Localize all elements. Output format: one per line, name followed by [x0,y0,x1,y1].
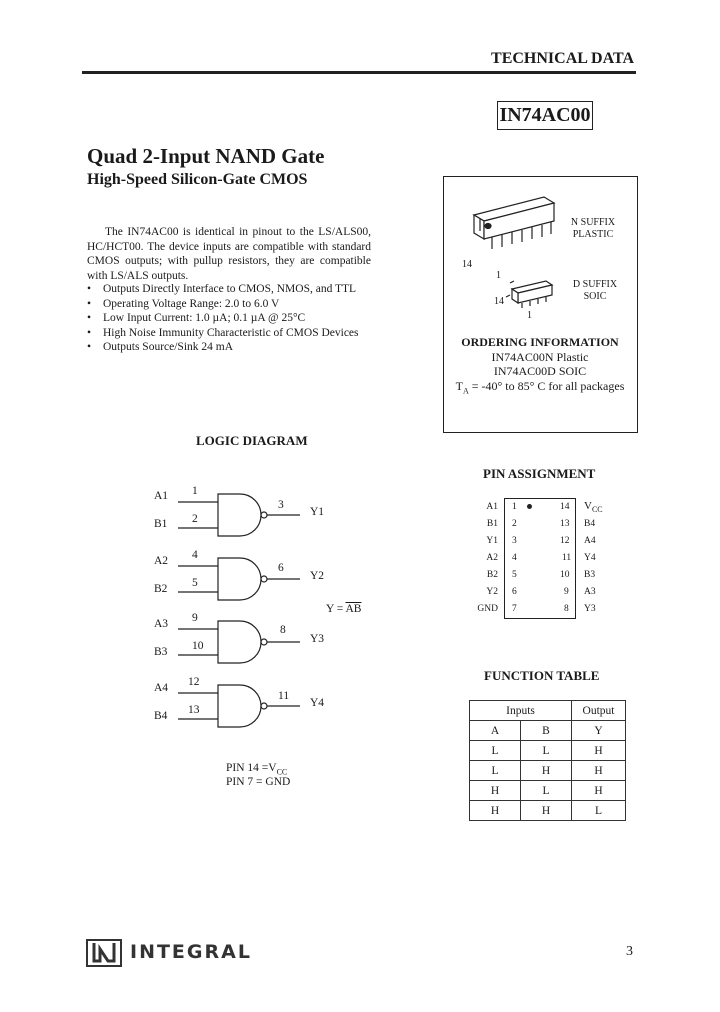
equation-right: $\overline{AB}$ [345,603,362,615]
pin-num: 5 [512,570,517,580]
pin-name: B1 [486,519,498,529]
cell: L [470,741,521,761]
cell: L [521,781,572,801]
cell: H [470,801,521,821]
boolean-equation [326,603,361,615]
pin-name-vcc [584,500,603,514]
pin-name: GND [477,604,498,614]
pin-num: 4 [512,553,517,563]
pin-num: 8 [564,604,569,614]
input-label: B4 [154,710,168,722]
temp-subscript: A [462,385,469,395]
output-label: Y4 [310,697,325,709]
pin-name: A4 [584,536,596,546]
column-header: Y [572,721,626,741]
soic-pin1-label: 1 [527,310,532,321]
part-number: IN74AC00 [497,101,593,130]
cell: L [470,761,521,781]
pin-number: 4 [192,549,198,561]
description [87,225,371,283]
table-row [470,781,626,801]
soic-package-icon [506,281,552,308]
feature-item: • Outputs Source/Sink 24 mA [87,340,387,355]
table-row [470,801,626,821]
pin-name: B2 [486,570,498,580]
pin-num: 14 [560,502,570,512]
pin-num: 9 [564,587,569,597]
package-drawings [444,177,637,337]
output-label: Y2 [310,570,325,582]
pin-num: 10 [560,570,570,580]
cell: H [572,781,626,801]
ordering-line: IN74AC00D SOIC [493,364,587,378]
pin-num: 13 [560,519,570,529]
pin-num: 2 [512,519,517,529]
output-label: Y3 [310,633,325,645]
pin-name: B4 [584,519,596,529]
pin-name: Y3 [584,604,596,614]
cell: H [572,741,626,761]
pin14-note [226,762,287,776]
function-table [469,700,626,821]
cell: H [572,761,626,781]
header-rule [82,71,636,74]
feature-item: • Low Input Current: 1.0 µA; 0.1 µA @ 25°C [87,311,387,326]
feature-item: • Outputs Directly Interface to CMOS, NMOS, and TTL [87,282,387,297]
input-label: A4 [154,682,169,694]
n-package-type: PLASTIC [572,229,614,240]
brand-name: INTEGRAL [130,941,252,963]
ordering-temp [447,379,633,399]
header-label: TECHNICAL DATA [491,50,634,67]
feature-item: • High Noise Immunity Characteristic of CMOS Devices [87,326,387,341]
d-suffix-label: D SUFFIX [572,279,618,290]
cell: H [521,761,572,781]
pin-assignment-title: PIN ASSIGNMENT [483,466,596,481]
pin-name: A2 [486,553,498,563]
pin-number: 1 [192,485,198,497]
pin-num: 7 [512,604,517,614]
pin-num: 3 [512,536,517,546]
column-header: B [521,721,572,741]
feature-item: • Operating Voltage Range: 2.0 to 6.0 V [87,297,387,312]
pin-number: 9 [192,612,198,624]
pin14-text: PIN 14 =V [226,762,277,774]
input-label: A2 [154,555,169,567]
output-label: Y1 [310,506,325,518]
temp-symbol: T [455,378,463,393]
temp-range: = -40° to 85° C for all packages [468,378,625,393]
pin-name: Y2 [486,587,498,597]
cell: L [521,741,572,761]
ordering-line: IN74AC00N Plastic [491,349,589,364]
pin7-note: PIN 7 = GND [226,776,291,788]
table-row [470,741,626,761]
pin-num: 11 [562,553,572,563]
d-package-type: SOIC [583,291,607,302]
pin-number: 2 [192,513,198,525]
cell: H [470,781,521,801]
page-title: Quad 2-Input NAND Gate [87,144,325,168]
equation-left: Y = [326,603,346,615]
pin-number: 13 [188,704,200,716]
cell: H [521,801,572,821]
pin-num: 1 [512,502,517,512]
description-text: The IN74AC00 is identical in pinout to the LS/ALS00, HC/HCT00. The device inputs are compatible with standard CMOS outputs; with pullup resistors, they are compatible with LS/ALS outputs. [87,226,371,282]
pin-number: 12 [188,676,200,688]
page-subtitle: High-Speed Silicon-Gate CMOS [87,171,308,188]
vcc-text: V [584,500,592,512]
vcc-subscript: CC [591,505,603,515]
pin1-dot-icon [527,504,532,509]
pin-num: 6 [512,587,517,597]
pin-number: 5 [192,577,198,589]
pin-name: A1 [486,502,498,512]
dip-package-icon [474,197,554,249]
input-label: B2 [154,583,168,595]
input-label: A3 [154,618,169,630]
n-suffix-label: N SUFFIX [570,217,616,228]
pin-name: Y4 [584,553,596,563]
table-row [470,761,626,781]
pin-number: 11 [278,690,290,702]
pin-number: 6 [278,562,284,574]
dip-pin1-label: 1 [496,270,501,281]
soic-pin14-label: 14 [494,296,504,307]
integral-logo-icon [86,939,122,967]
input-label: A1 [154,490,169,502]
function-table-title: FUNCTION TABLE [484,668,600,683]
input-label: B1 [154,518,168,530]
output-header: Output [572,701,626,721]
inputs-header: Inputs [470,701,572,721]
ordering-heading: ORDERING INFORMATION [461,335,619,349]
pin-name: Y1 [486,536,498,546]
pin-num: 12 [560,536,570,546]
pin14-subscript: CC [276,767,288,777]
pin-number: 10 [192,640,204,652]
pin-number: 3 [278,499,284,511]
column-header: A [470,721,521,741]
ordering-info [447,335,633,398]
pin-name: A3 [584,587,596,597]
pin-name: B3 [584,570,596,580]
feature-list [87,282,387,355]
input-label: B3 [154,646,168,658]
logic-diagram-title: LOGIC DIAGRAM [196,433,308,448]
page-number: 3 [626,944,633,959]
dip-pin14-label: 14 [462,259,472,270]
pin-number: 8 [280,624,286,636]
cell: L [572,801,626,821]
